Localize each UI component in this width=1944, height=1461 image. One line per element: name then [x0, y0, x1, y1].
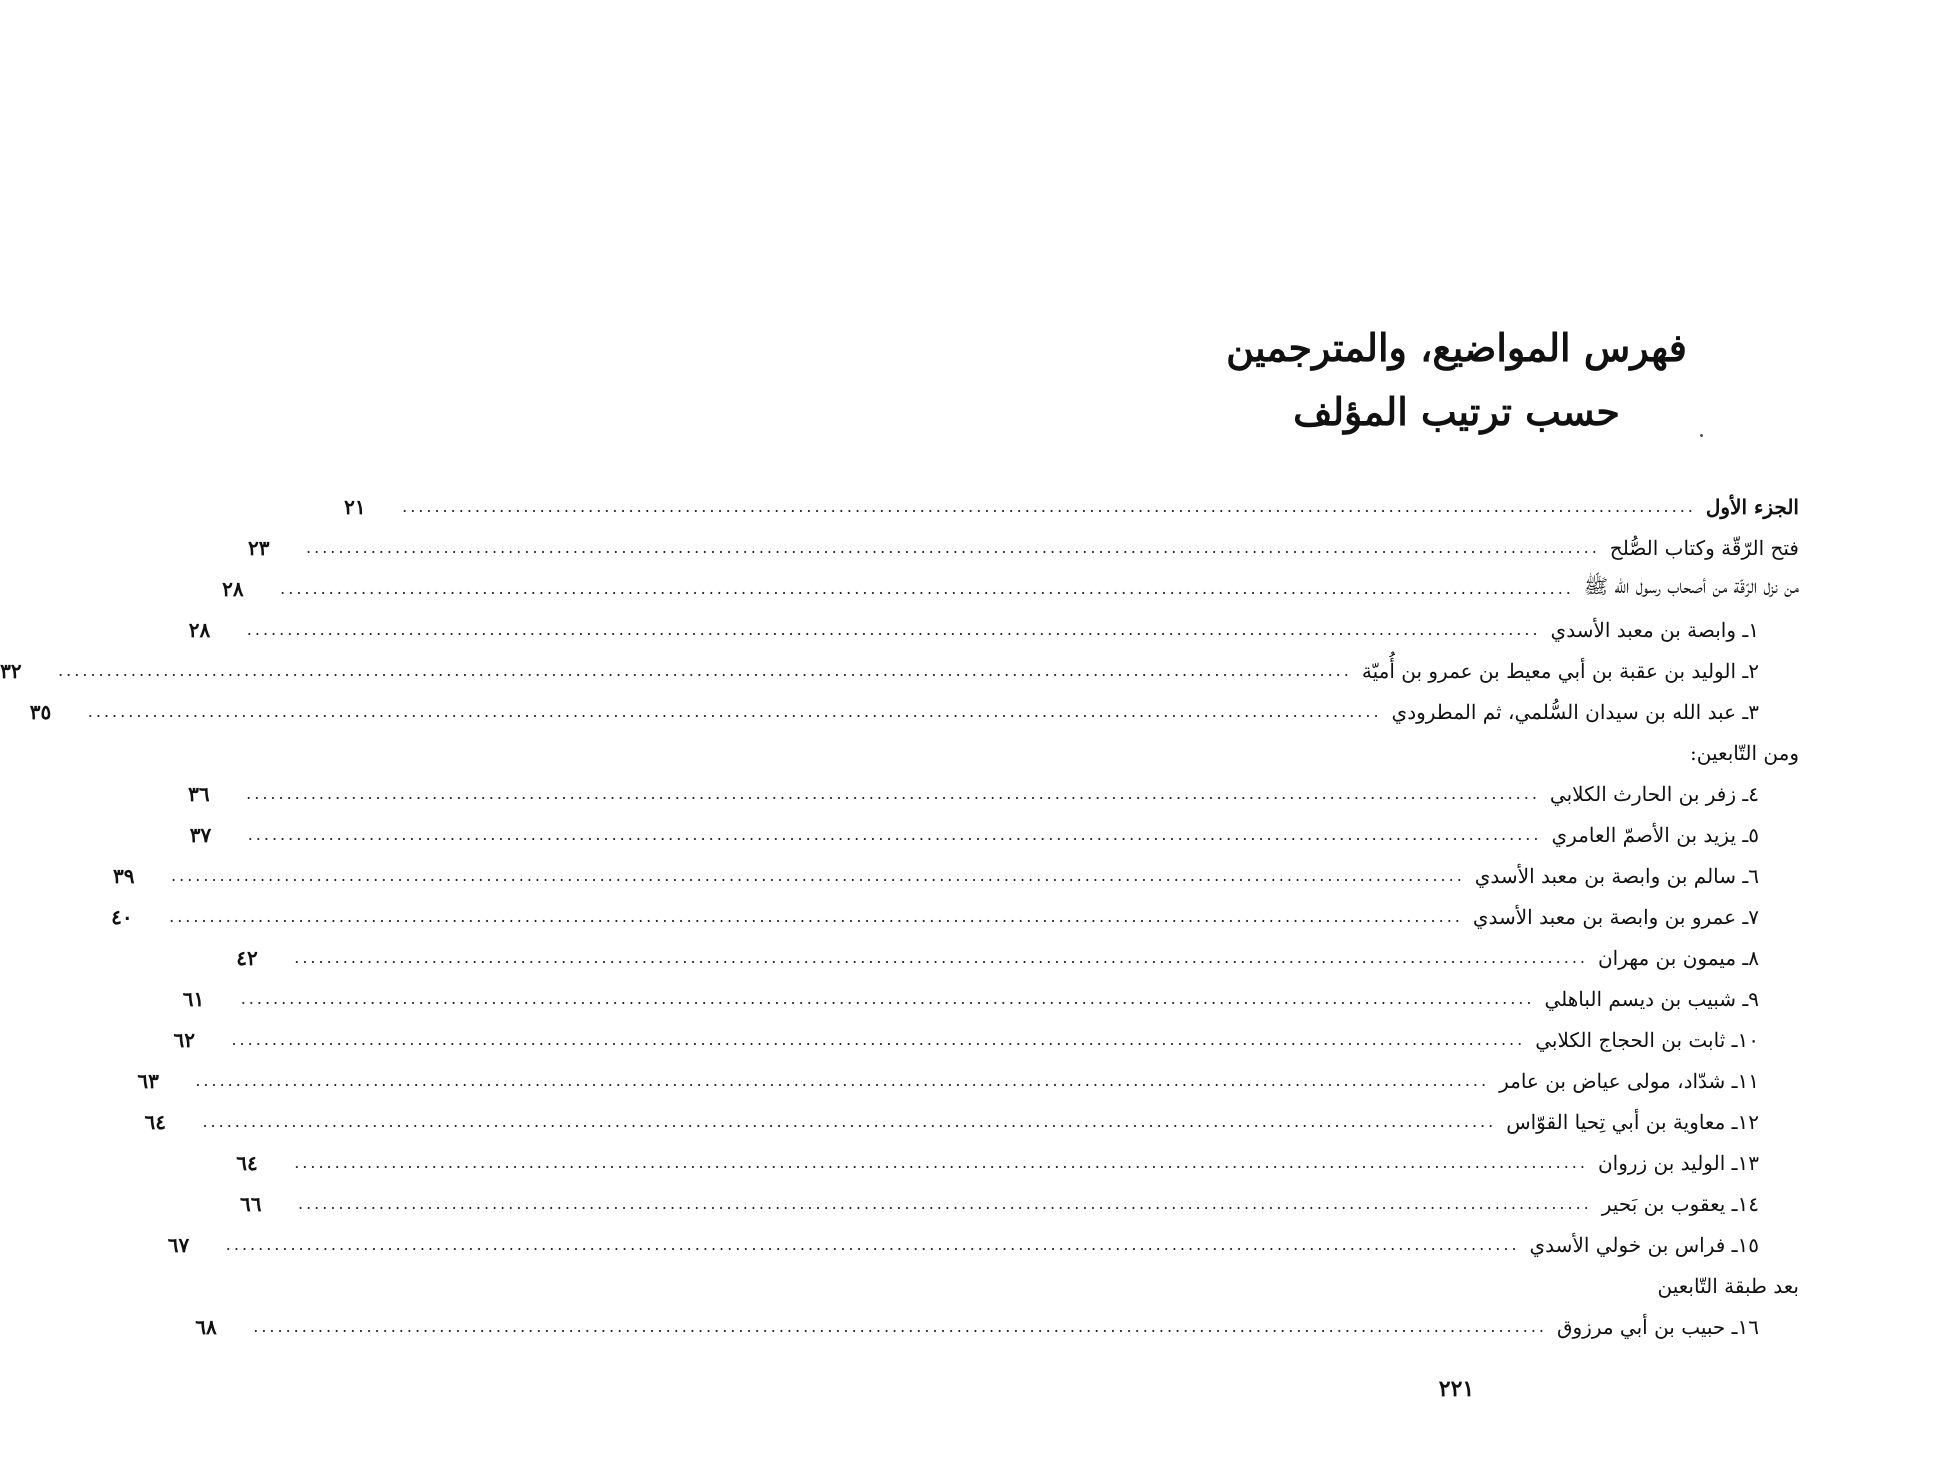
toc-entry-page: ٦٢ [173, 1027, 195, 1052]
toc-entry-page: ٦٨ [195, 1314, 217, 1339]
toc-entry-page: ٦١ [182, 986, 205, 1011]
toc-entry-page: ٤٢ [236, 945, 258, 970]
toc-entry-page: ٦٤ [236, 1150, 258, 1175]
toc-entry [173, 1019, 1799, 1060]
dot-leader: ................................................................................................................................................................ [169, 907, 1463, 926]
toc-section-heading [1089, 732, 1799, 773]
toc-entry [344, 486, 1799, 527]
toc-entry [236, 937, 1799, 978]
toc-entry-label: ١١ـ شدّاد، مولى عياض بن عامر [1499, 1068, 1759, 1093]
dot-leader: ................................................................................................................................................................ [171, 866, 1465, 885]
toc-entry-label: ٧ـ عمرو بن وابصة بن معبد الأسدي [1472, 904, 1759, 929]
dot-leader: ................................................................................................................................................................ [246, 620, 1541, 639]
dot-leader: ................................................................................................................................................................ [294, 948, 1588, 967]
toc-entry-label: ١٠ـ ثابت بن الحجاج الكلابي [1535, 1027, 1759, 1052]
toc-entry-label: ١ـ وابصة بن معبد الأسدي [1550, 617, 1759, 642]
toc-entry-page: ٢٨ [222, 576, 244, 601]
toc-entry [137, 1060, 1799, 1101]
toc-entry [248, 527, 1799, 568]
toc-entry [222, 568, 1799, 609]
table-of-contents [0, 486, 1799, 1347]
dot-leader: ................................................................................................................................................................ [240, 989, 1535, 1008]
toc-entry-page: ٢٣ [248, 535, 270, 560]
page-subtitle: حسب ترتيب المؤلف [1293, 389, 1620, 434]
dot-leader: ................................................................................................................................................................ [280, 579, 1574, 598]
toc-entry-label: بعد طبقة التّابعين [1657, 1273, 1799, 1298]
dot-leader: ................................................................................................................................................................ [225, 1235, 1520, 1254]
dot-leader: ................................................................................................................................................................ [247, 825, 1542, 844]
toc-entry-page: ٣٧ [189, 822, 212, 847]
dot-leader: ................................................................................................................................................................ [402, 497, 1696, 516]
toc-entry [188, 773, 1799, 814]
dot-leader: ................................................................................................................................................................ [195, 1071, 1490, 1090]
toc-entry-label: ٤ـ زفر بن الحارث الكلابي [1549, 781, 1759, 806]
dot-leader: ................................................................................................................................................................ [294, 1153, 1588, 1172]
toc-entry-label: فتح الرّقّة وكتاب الصُّلح [1609, 535, 1799, 560]
toc-entry [189, 814, 1799, 855]
toc-entry-label: ٣ـ عبد الله بن سيدان السُّلمي، ثم المطرودي [1391, 699, 1759, 724]
toc-entry [0, 650, 1799, 691]
toc-entry-label: ومن التّابعين: [1690, 740, 1799, 765]
toc-entry-page: ٦٣ [137, 1068, 159, 1093]
page-title: فهرس المواضيع، والمترجمين [1226, 325, 1687, 370]
page-number: ٢٢١ [1438, 1376, 1475, 1402]
toc-entry-page: ٣٥ [29, 699, 52, 724]
toc-entry-label: ٩ـ شبيب بن ديسم الباهلي [1544, 986, 1759, 1011]
toc-entry-label: ٨ـ ميمون بن مهران [1597, 945, 1759, 970]
toc-entry-page: ٣٢ [0, 658, 22, 683]
toc-entry-label: ١٢ـ معاوية بن أبي تِحيا القوّاس [1506, 1109, 1759, 1134]
toc-entry-label: ١٦ـ حبيب بن أبي مرزوق [1556, 1314, 1759, 1339]
toc-entry-label: ٢ـ الوليد بن عقبة بن أبي معيط بن عمرو بن أُميّة [1361, 658, 1759, 683]
toc-entry [144, 1101, 1799, 1142]
toc-entry-page: ٤٠ [111, 904, 133, 929]
toc-entry-label: ١٥ـ فراس بن خولي الأسدي [1529, 1232, 1759, 1257]
dot-leader: ................................................................................................................................................................ [298, 1194, 1592, 1213]
toc-entry [188, 609, 1799, 650]
toc-entry-page: ٦٤ [144, 1109, 166, 1134]
toc-entry-page: ٣٦ [188, 781, 210, 806]
toc-entry [240, 1183, 1799, 1224]
dot-leader: ................................................................................................................................................................ [58, 661, 1352, 680]
toc-entry-page: ٦٦ [240, 1191, 262, 1216]
toc-entry-label: ٥ـ يزيد بن الأصمّ العامري [1551, 822, 1759, 847]
dot-leader: ................................................................................................................................................................ [202, 1112, 1497, 1131]
dot-leader: ................................................................................................................................................................ [246, 784, 1540, 803]
toc-entry [182, 978, 1799, 1019]
dot-leader: ................................................................................................................................................................ [306, 538, 1600, 557]
print-speck [1700, 434, 1703, 437]
toc-entry [195, 1306, 1799, 1347]
toc-entry-page: ٢٨ [188, 617, 211, 642]
toc-entry-label: من نزل الرّقّة من أصحاب رسول الله ﷺ [1583, 574, 1799, 598]
toc-entry-page: ٦٧ [167, 1232, 190, 1257]
toc-entry-label: ٦ـ سالم بن وابصة بن معبد الأسدي [1474, 863, 1759, 888]
toc-entry-page: ٣٩ [113, 863, 135, 888]
dot-leader: ................................................................................................................................................................ [87, 702, 1382, 721]
toc-entry [29, 691, 1799, 732]
toc-entry-label: ١٣ـ الوليد بن زروان [1597, 1150, 1759, 1175]
toc-entry-label: الجزء الأول [1705, 494, 1799, 519]
toc-entry [111, 896, 1799, 937]
dot-leader: ................................................................................................................................................................ [253, 1317, 1547, 1336]
toc-entry-label: ١٤ـ يعقوب بن بَحير [1601, 1191, 1759, 1216]
dot-leader: ................................................................................................................................................................ [231, 1030, 1526, 1049]
toc-section-heading [1089, 1265, 1799, 1306]
toc-entry-page: ٢١ [344, 494, 366, 519]
toc-entry [236, 1142, 1799, 1183]
toc-entry [113, 855, 1799, 896]
toc-entry [167, 1224, 1799, 1265]
